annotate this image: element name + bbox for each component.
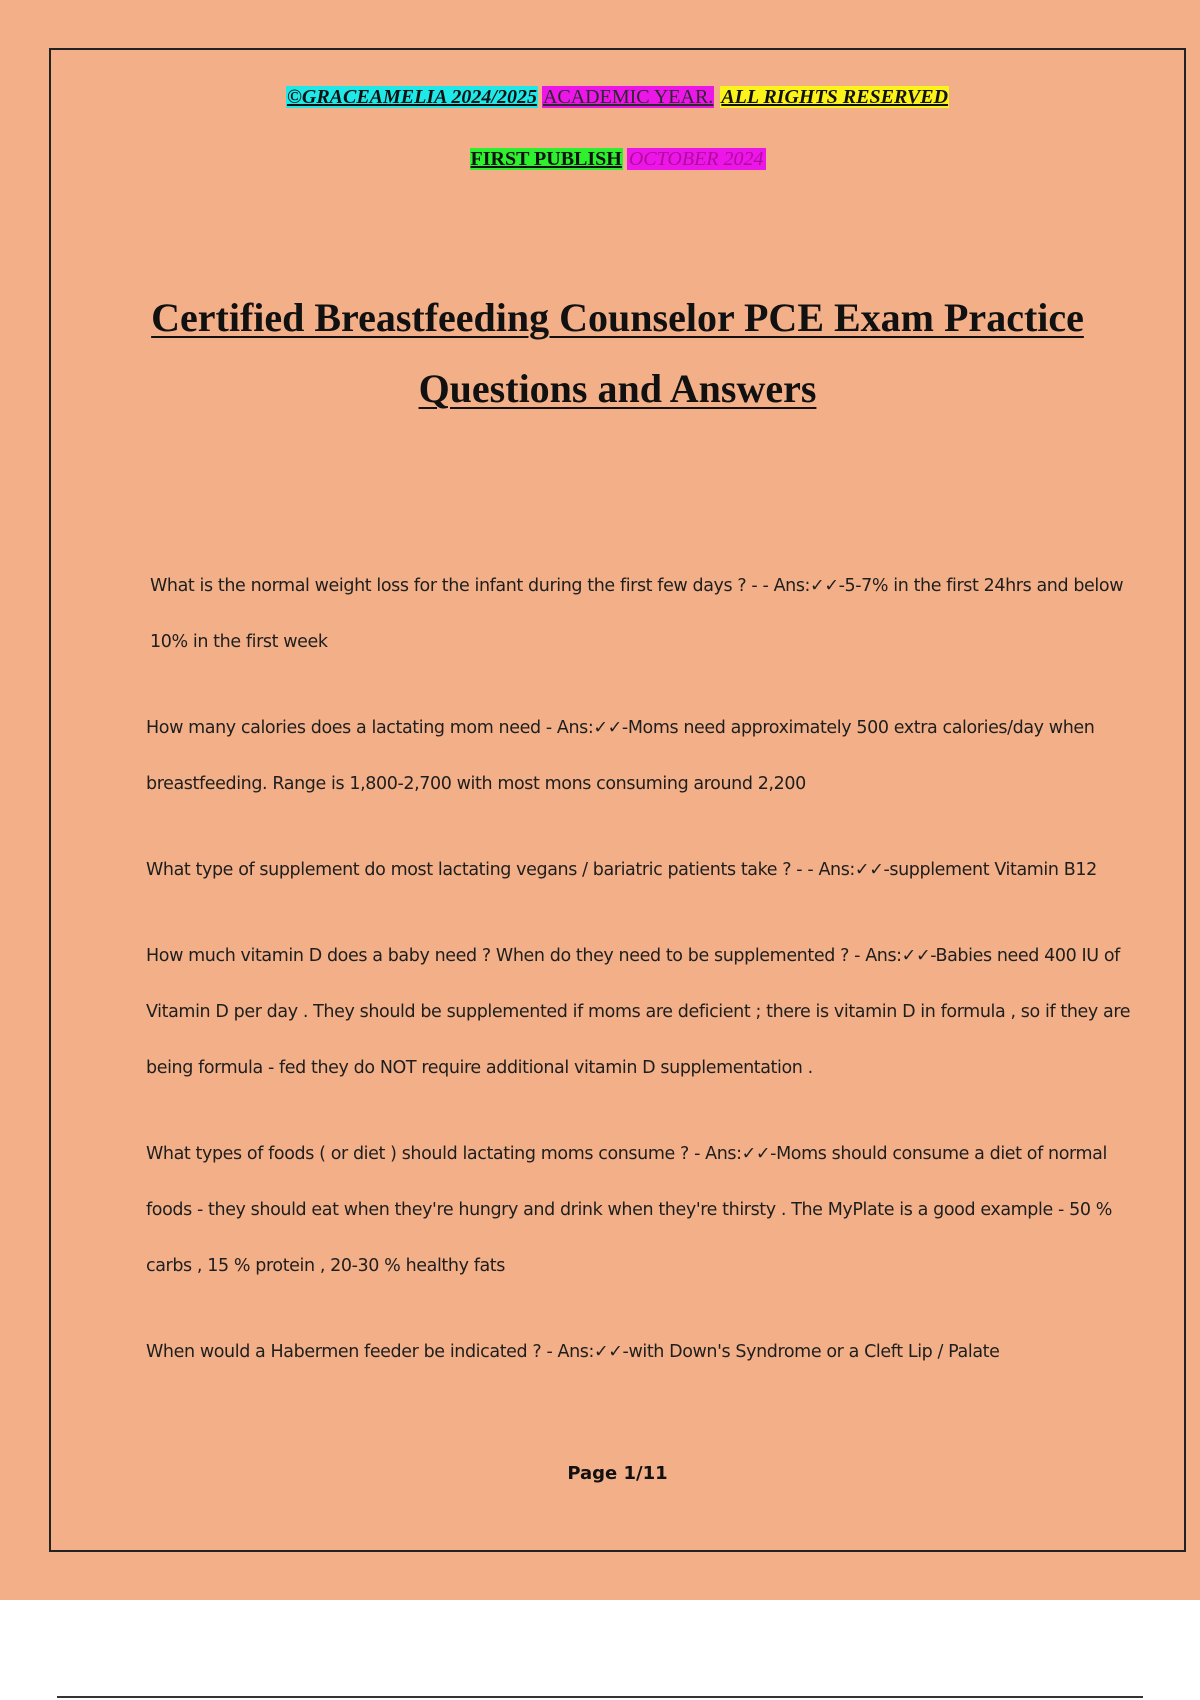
publish-date-text: OCTOBER 2024 [628,148,764,170]
copyright-header [51,86,1184,109]
qa-item: When would a Habermen feeder be indicated ? - Ans:✓✓-with Down's Syndrome or a Cleft Lip / Palate [146,1342,1000,1362]
next-page-divider [57,1696,1143,1698]
page-border [49,48,1186,1552]
qa-item: What is the normal weight loss for the infant during the first few days ? - - Ans:✓✓-5-7% in the first 24hrs and below 10% in the first week [150,576,1124,652]
qa-list [146,558,1146,1410]
first-publish-text: FIRST PUBLISH [470,148,622,170]
qa-item: How many calories does a lactating mom need - Ans:✓✓-Moms need approximately 500 extra calories/day when breastfeeding. Range is 1,800-2,700 with most mons consuming around 2,200 [146,718,1095,794]
rights-reserved-text: ALL RIGHTS RESERVED [721,86,949,108]
academic-year-text: ACADEMIC YEAR. [542,86,714,108]
publish-header [51,148,1184,171]
document-title: Certified Breastfeeding Counselor PCE Exam Practice Questions and Answers [151,295,1084,411]
copyright-text: ©GRACEAMELIA 2024/2025 [286,86,537,108]
qa-item: What types of foods ( or diet ) should lactating moms consume ? - Ans:✓✓-Moms should consume a diet of normal foods - they should eat when they're hungry and drink when they're thirsty . The MyPlate is a good example - 50 % carbs , 15 % protein , 20-30 % healthy fats [146,1144,1112,1276]
qa-item: What type of supplement do most lactating vegans / bariatric patients take ? - - Ans:✓✓-supplement Vitamin B12 [146,860,1097,880]
qa-item: How much vitamin D does a baby need ? When do they need to be supplemented ? - Ans:✓✓-Babies need 400 IU of Vitamin D per day . They should be supplemented if moms are deficient ; there is vitamin D in formula , so if they are being formula - fed they do NOT require additional vitamin D supplementation . [146,946,1131,1078]
page-number: Page 1/11 [567,1463,668,1484]
